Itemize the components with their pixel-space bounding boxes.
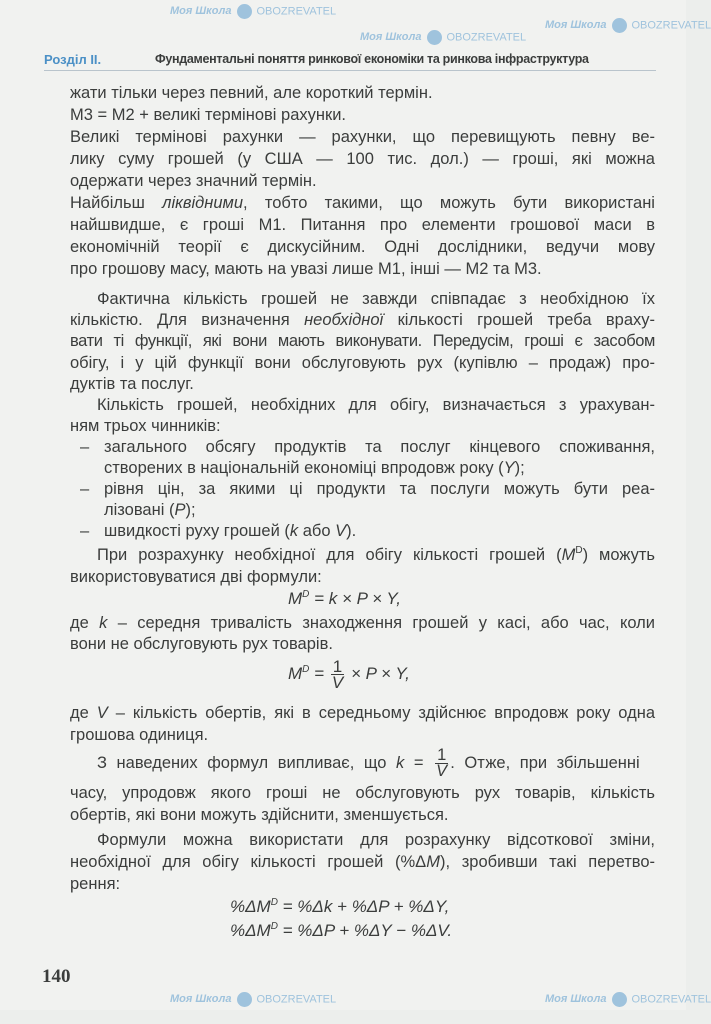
text-line: про грошову масу, мають на увазі лише М1, інші — М2 та М3. xyxy=(70,260,542,278)
list-item: лізовані (P); xyxy=(104,501,196,519)
text-line: де k – середня тривалість знаходження грошей у касі, або час, коли xyxy=(70,614,656,632)
text-line: економічній теорії є дискусійним. Одні дослідники, ведучи мову xyxy=(70,238,655,256)
text-line: часу, упродовж якого гроші не обслуговують рух товарів, кількість xyxy=(70,784,655,802)
watermark-logo-icon xyxy=(237,992,252,1007)
watermark: Моя Школа OBOZREVATEL xyxy=(545,19,711,32)
section-label: Розділ II. xyxy=(44,52,102,67)
text-line: використовуватися дві формули: xyxy=(70,568,322,586)
text-line: кількістю. Для визначення необхідної кількості грошей треба враху- xyxy=(70,311,656,329)
watermark-logo-icon xyxy=(612,18,627,33)
watermark: Моя Школа OBOZREVATEL xyxy=(170,5,337,18)
text-line: ням трьох чинників: xyxy=(70,417,221,435)
header-divider xyxy=(44,70,656,71)
watermark-logo-icon xyxy=(237,4,252,19)
text-line: Формули можна використати для розрахунку відсоткової зміни, xyxy=(97,831,655,849)
watermark-logo-icon xyxy=(612,992,627,1007)
list-item: швидкості руху грошей (k або V). xyxy=(104,522,357,540)
fraction: $\frac{1}{V}$ xyxy=(331,657,344,693)
text-line: При розрахунку необхідної для обігу кількості грошей $(M^D)$ можуть xyxy=(97,545,656,564)
text-line: одержати через значний термін. xyxy=(70,172,317,190)
formula-money-demand-k: $M^D = k \times P \times Y$, xyxy=(288,589,401,608)
fraction: $\frac{1}{V}$ xyxy=(436,746,448,781)
watermark: Моя Школа OBOZREVATEL xyxy=(545,993,711,1006)
list-item: загального обсягу продуктів та послуг кінцевого споживання, xyxy=(104,438,655,456)
text-line: Найбільш ліквідними, тобто такими, що можуть бути використані xyxy=(70,194,655,212)
text-line: Фактична кількість грошей не завжди співпадає з необхідною їх xyxy=(97,290,655,308)
text-line: жати тільки через певний, але короткий термін. xyxy=(70,84,433,102)
text-line: де V – кількість обертів, які в середньому здійснює впродовж року одна xyxy=(70,704,656,722)
page-number: 140 xyxy=(42,966,71,987)
text-line: вони не обслуговують рух товарів. xyxy=(70,635,333,653)
watermark-logo-icon xyxy=(427,30,442,45)
text-line: М3 = М2 + великі термінові рахунки. xyxy=(70,106,346,124)
text-line: вати ті функції, які вони мають виконувати. Передусім, гроші є засобом xyxy=(70,332,655,350)
text-line: необхідної для обігу кількості грошей (%ΔM), зробивши такі перетво- xyxy=(70,853,656,871)
text-line: лику суму грошей (у США — 100 тис. дол.) — гроші, які можна xyxy=(70,150,655,168)
text-line: Великі термінові рахунки — рахунки, що перевищують певну ве- xyxy=(70,128,655,146)
text-line: З наведених формул випливає, що k = $\frac{1}{V}$ . Отже, при збільшенні xyxy=(97,746,640,781)
text-line: обертів, які вони можуть здійснити, зменшується. xyxy=(70,806,449,824)
watermark: Моя Школа OBOZREVATEL xyxy=(360,31,527,44)
text-line: рення: xyxy=(70,875,121,893)
list-item: створених в національній економіці впродовж року (Y); xyxy=(104,459,525,477)
list-item: рівня цін, за якими ці продукти та послуги можуть бути реа- xyxy=(104,480,655,498)
list-dash: – xyxy=(80,438,90,456)
text-line: дуктів та послуг. xyxy=(70,375,194,393)
watermark: Моя Школа OBOZREVATEL xyxy=(170,993,337,1006)
formula-percent-change-v: $\%\Delta M^D = \%\Delta P + \%\Delta Y - \%\Delta V$. xyxy=(230,921,453,940)
running-title: Фундаментальні поняття ринкової економіки та ринкова інфраструктура xyxy=(155,52,589,66)
text-line: Кількість грошей, необхідних для обігу, визначається з урахуван- xyxy=(97,396,655,414)
list-dash: – xyxy=(80,480,90,498)
text-line: найшвидше, є гроші М1. Питання про елементи грошової маси в xyxy=(70,216,655,234)
text-line: грошова одиниця. xyxy=(70,726,209,744)
text-line: обігу, і у цій функції вони обслуговують рух (купівлю – продаж) про- xyxy=(70,354,655,372)
formula-percent-change-k: $\%\Delta M^D = \%\Delta k + \%\Delta P + \%\Delta Y$, xyxy=(230,897,450,916)
list-dash: – xyxy=(80,522,90,540)
formula-money-demand-v: $M^D$ = $\frac{1}{V}$ × P × Y, xyxy=(288,657,410,693)
